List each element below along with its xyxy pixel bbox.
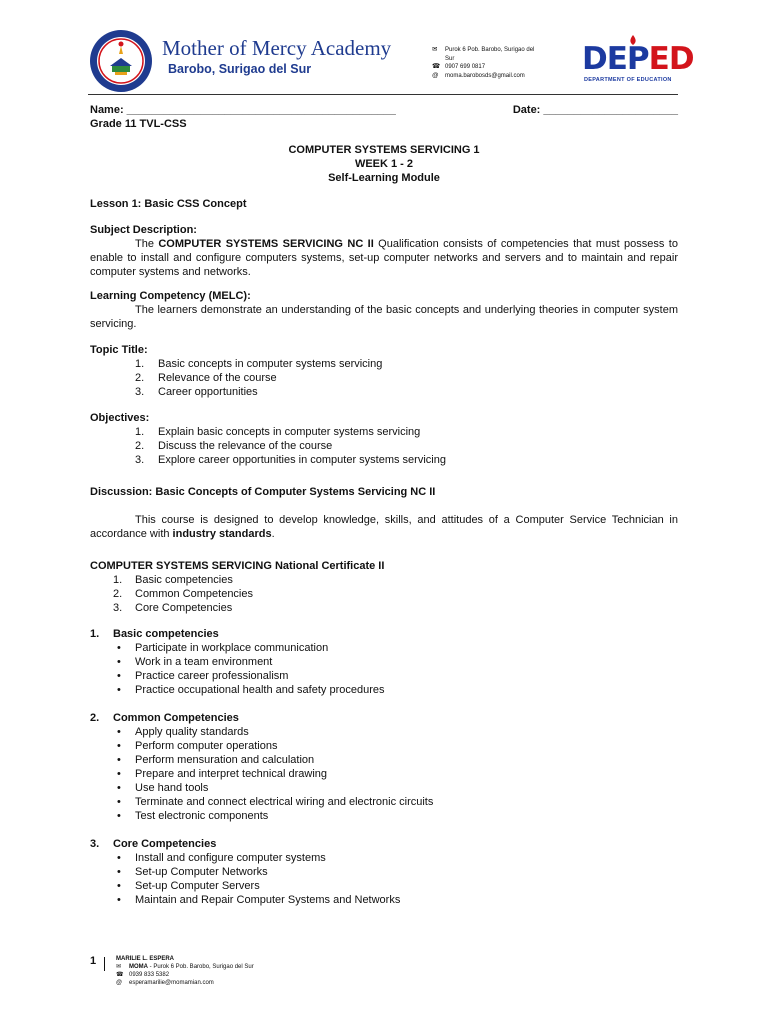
list-item: • Perform mensuration and calculation: [90, 753, 678, 767]
author-address-school: MOMA: [129, 964, 148, 970]
lesson-title: Lesson 1: Basic CSS Concept: [90, 198, 247, 210]
list-number: 2.: [135, 372, 145, 384]
envelope-icon: ✉: [116, 964, 122, 970]
school-seal-icon: [88, 28, 154, 94]
list-item: • Install and configure computer systems: [90, 851, 678, 865]
name-field-label: Name: ____________________________________________: [90, 104, 396, 116]
list-text: Explore career opportunities in computer systems servicing: [158, 454, 446, 466]
discussion-text-post: .: [271, 528, 275, 540]
core-heading: [90, 837, 678, 851]
basic-heading: [90, 627, 678, 641]
letterhead: [88, 26, 694, 88]
section-title: Common Competencies: [113, 712, 239, 724]
nc2-heading: COMPUTER SYSTEMS SERVICING National Certificate II: [90, 560, 385, 572]
page-number: 1: [90, 955, 97, 967]
list-number: 2.: [113, 588, 123, 600]
list-text: Basic concepts in computer systems servicing: [158, 358, 383, 370]
list-item: [90, 587, 678, 601]
list-item: • Set-up Computer Networks: [90, 865, 678, 879]
list-item: • Practice career professionalism: [90, 669, 678, 683]
author-address: [129, 963, 254, 971]
at-icon: @: [116, 980, 123, 986]
basic-list: [90, 641, 678, 697]
author-address-text: - Purok 6 Pob. Barobo, Surigao del Sur: [148, 964, 254, 970]
industry-standards: industry standards: [172, 528, 272, 540]
school-location: Barobo, Surigao del Sur: [168, 62, 312, 76]
list-text: Explain basic concepts in computer systems servicing: [158, 426, 421, 438]
section-title: Basic competencies: [113, 628, 219, 640]
list-item: • Terminate and connect electrical wiring and electronic circuits: [90, 795, 678, 809]
name-date-row: [90, 103, 678, 117]
header-divider: [88, 94, 678, 95]
module-content: [90, 103, 678, 907]
footer-contact: [116, 955, 254, 987]
list-text: Discuss the relevance of the course: [158, 440, 333, 452]
list-text: Core Competencies: [135, 602, 233, 614]
list-item: [90, 385, 678, 399]
list-item: [90, 453, 678, 467]
subject-description: [90, 237, 678, 279]
section-number: 3.: [90, 838, 100, 850]
competency-text: The learners demonstrate an understanding of the basic concepts and underlying theories in computer system servicing.: [90, 304, 678, 330]
list-number: 1.: [113, 574, 123, 586]
list-text: Relevance of the course: [158, 372, 277, 384]
list-item: [90, 439, 678, 453]
school-contact: [432, 46, 544, 80]
list-item: [90, 357, 678, 371]
discussion-text: [90, 513, 678, 541]
list-text: Common Competencies: [135, 588, 253, 600]
school-address: Purok 6 Pob. Barobo, Surigao del Sur: [445, 47, 535, 62]
envelope-icon: ✉: [432, 46, 438, 53]
list-number: 2.: [135, 440, 145, 452]
objectives-heading: Objectives:: [90, 412, 150, 424]
footer-divider: [104, 957, 105, 971]
author-phone: 0939 833 5382: [129, 972, 170, 978]
subject-text-pre: The: [135, 238, 159, 250]
phone-icon: ☎: [432, 63, 441, 70]
list-number: 3.: [113, 602, 123, 614]
grade-level: Grade 11 TVL-CSS: [90, 118, 187, 130]
phone-icon: ☎: [116, 972, 124, 978]
at-icon: @: [432, 71, 439, 79]
school-phone: 0907 699 0817: [445, 64, 486, 70]
list-item: • Practice occupational health and safety procedures: [90, 683, 678, 697]
discussion-heading: Discussion: Basic Concepts of Computer Systems Servicing NC II: [90, 486, 436, 498]
objectives-list: [90, 425, 678, 467]
section-number: 1.: [90, 628, 100, 640]
list-item: [90, 601, 678, 615]
core-list: [90, 851, 678, 907]
topic-list: [90, 357, 678, 399]
deped-logo: [582, 40, 694, 92]
discussion-text-pre: This course is designed to develop knowledge, skills, and attitudes of a Computer Service Technician in accordance with: [90, 514, 678, 540]
school-name: Mother of Mercy Academy: [162, 36, 392, 60]
list-number: 1.: [135, 358, 145, 370]
list-item: • Perform computer operations: [90, 739, 678, 753]
competency-heading: Learning Competency (MELC):: [90, 290, 251, 302]
author-name: MARILIE L. ESPERA: [116, 956, 175, 962]
subject-qualification: COMPUTER SYSTEMS SERVICING NC II: [158, 238, 374, 250]
school-email: moma.barobosds@gmail.com: [445, 72, 525, 79]
list-item: • Apply quality standards: [90, 725, 678, 739]
date-field-label: Date: ______________________: [512, 104, 678, 116]
list-text: Career opportunities: [158, 386, 258, 398]
deped-dep: DEP: [582, 41, 649, 77]
section-title: Core Competencies: [113, 838, 217, 850]
page-footer: [90, 955, 390, 995]
list-item: • Use hand tools: [90, 781, 678, 795]
module-title: COMPUTER SYSTEMS SERVICING 1: [288, 144, 480, 156]
subject-heading: Subject Description:: [90, 224, 197, 236]
list-number: 3.: [135, 386, 145, 398]
list-item: • Work in a team environment: [90, 655, 678, 669]
list-item: [90, 573, 678, 587]
list-text: Basic competencies: [135, 574, 233, 586]
subject-text-post: Qualification consists of competencies that must possess to enable to install and configure computers systems, set-up computer networks and servers and to maintain and repair computer systems and networks.: [90, 238, 678, 278]
nc2-list: [90, 573, 678, 615]
list-number: 3.: [135, 454, 145, 466]
list-item: • Participate in workplace communication: [90, 641, 678, 655]
list-item: • Set-up Computer Servers: [90, 879, 678, 893]
deped-subtitle: DEPARTMENT OF EDUCATION: [584, 77, 672, 83]
topic-heading: Topic Title:: [90, 344, 148, 356]
list-item: [90, 425, 678, 439]
list-item: • Maintain and Repair Computer Systems and Networks: [90, 893, 678, 907]
list-number: 1.: [135, 426, 145, 438]
list-item: • Test electronic components: [90, 809, 678, 823]
section-number: 2.: [90, 712, 100, 724]
module-week: WEEK 1 - 2: [354, 158, 414, 170]
author-email: esperamarilie@momamian.com: [129, 980, 214, 986]
common-heading: [90, 711, 678, 725]
common-list: [90, 725, 678, 823]
module-type: Self-Learning Module: [328, 172, 440, 184]
list-item: • Prepare and interpret technical drawing: [90, 767, 678, 781]
deped-ed: ED: [648, 41, 694, 77]
list-item: [90, 371, 678, 385]
